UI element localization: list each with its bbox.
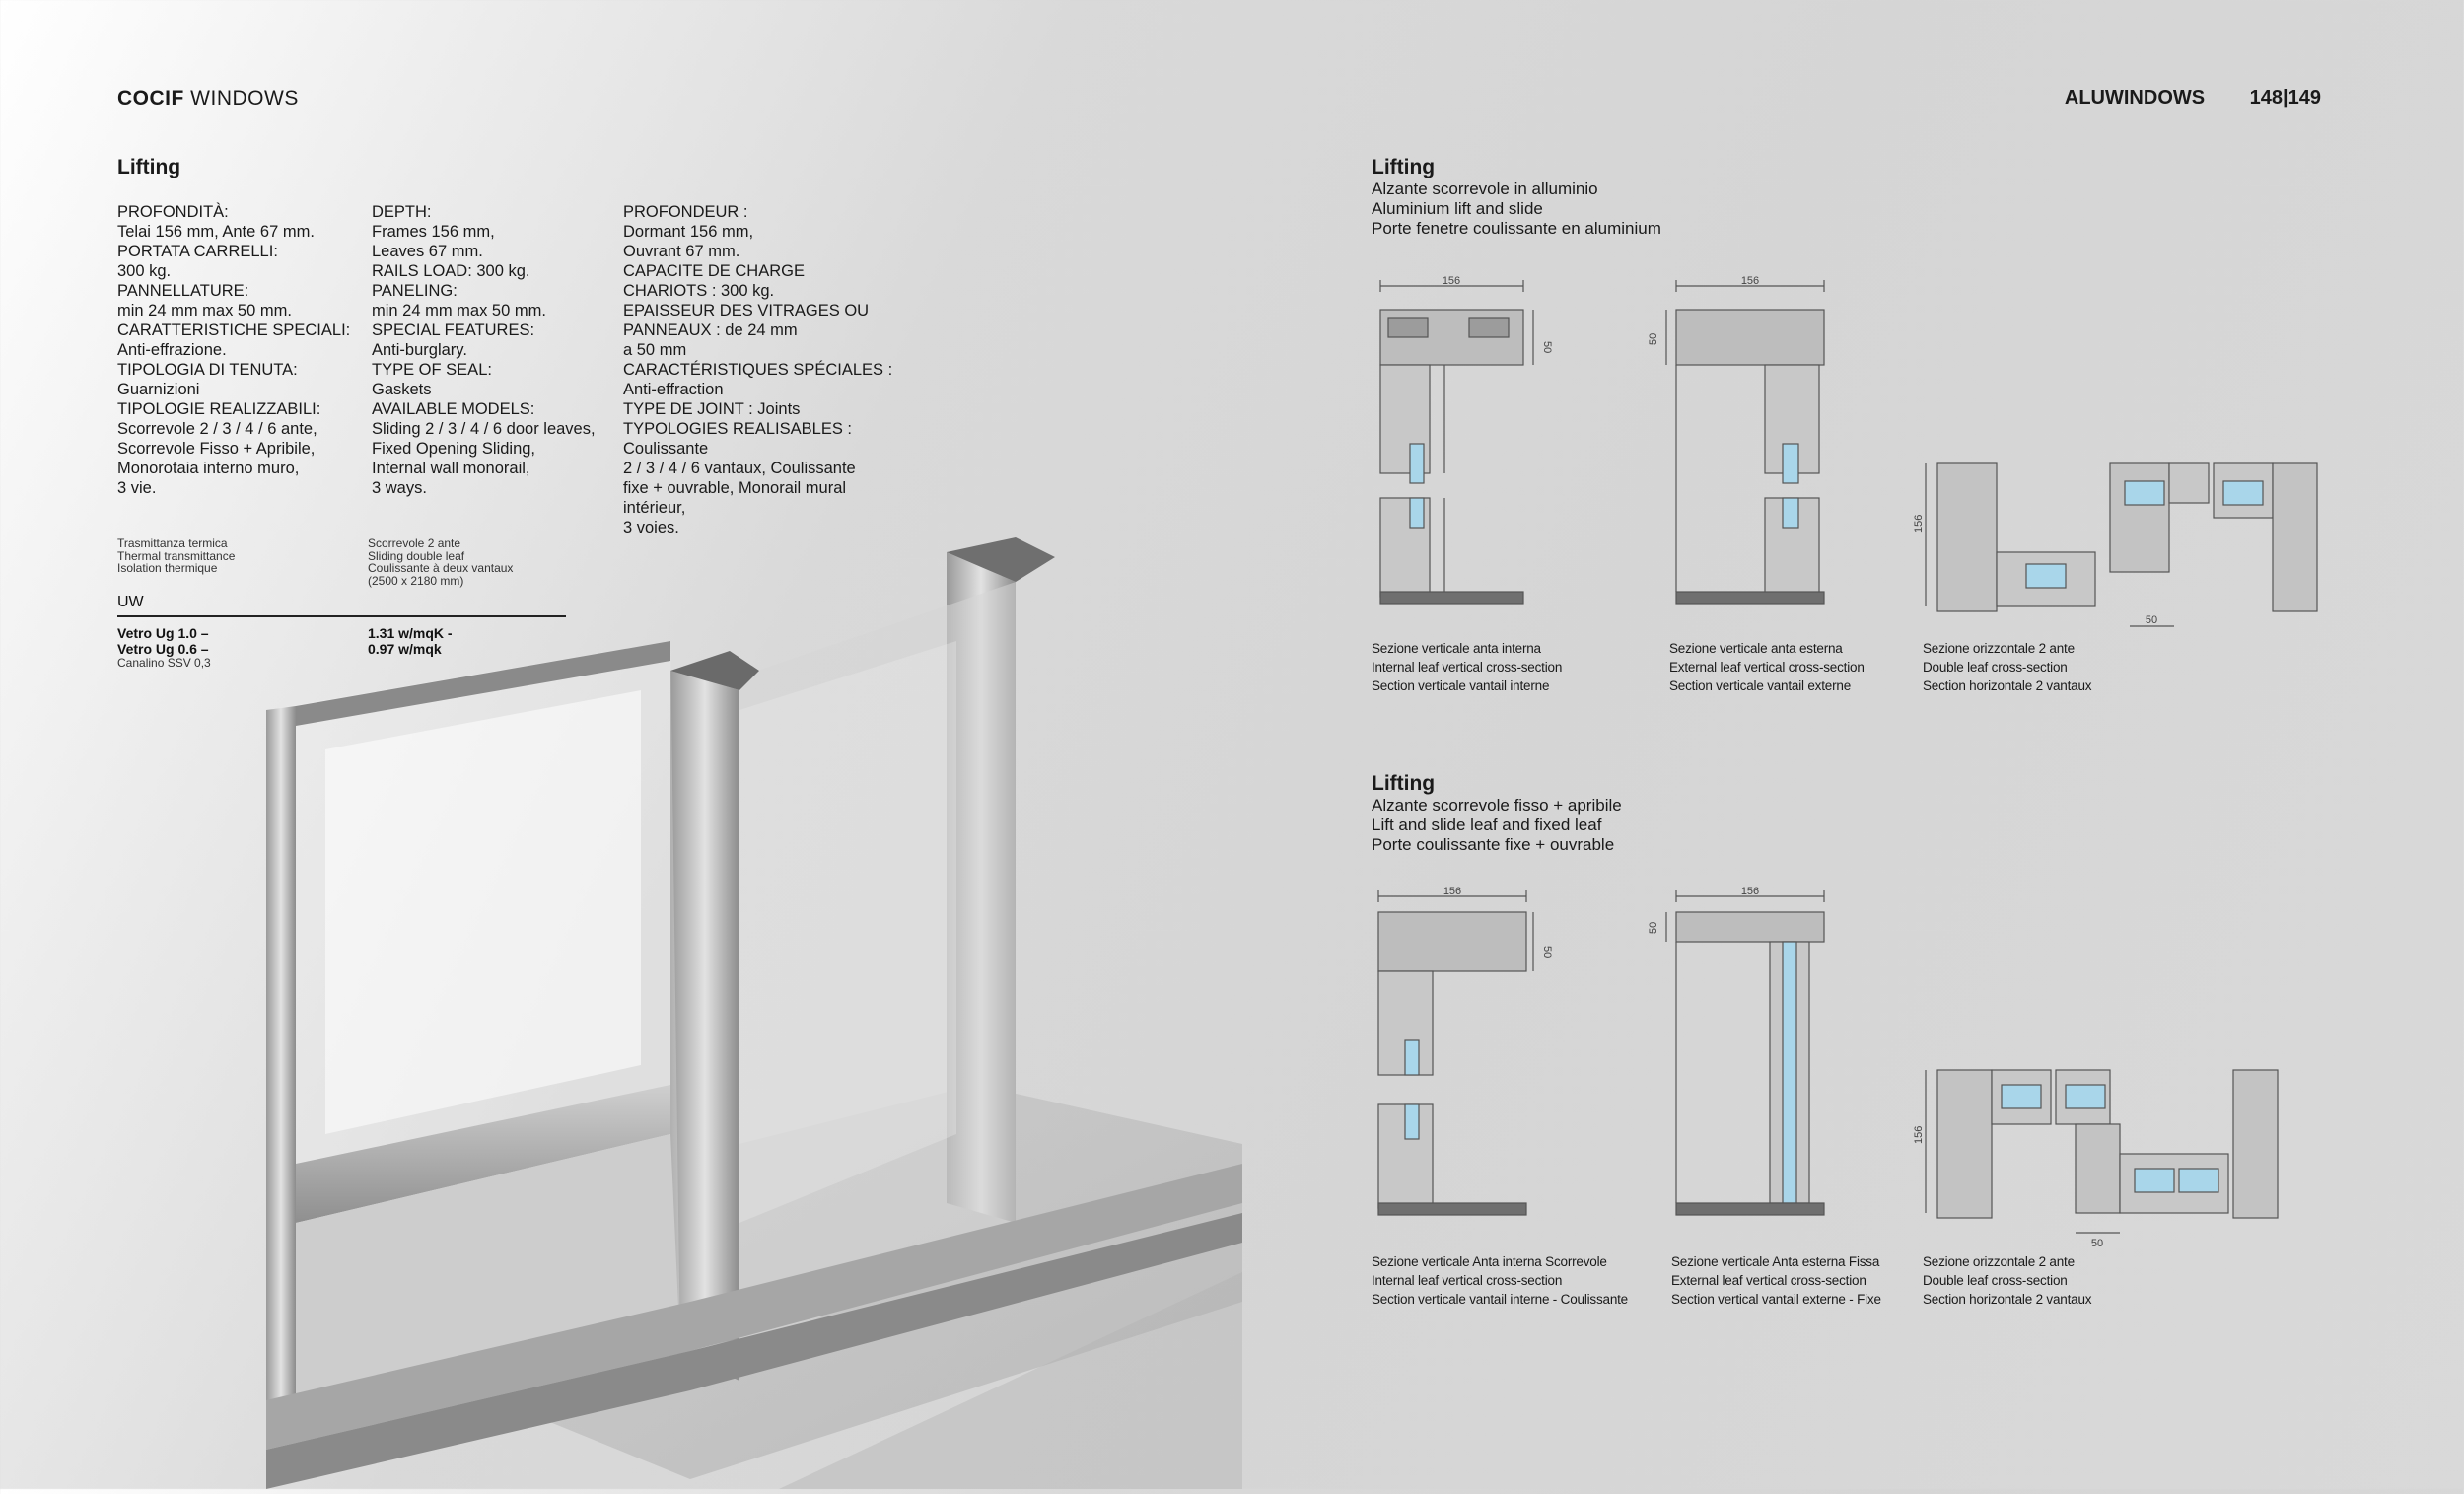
spec-line: Anti-burglary. (372, 341, 467, 359)
spec-line: Gaskets (372, 381, 432, 398)
spec-line: PANNELLATURE: (117, 282, 249, 300)
spec-line: Guarnizioni (117, 381, 200, 398)
svg-text:50: 50 (1541, 946, 1553, 959)
specs-french (623, 202, 892, 537)
spec-line: Ouvrant 67 mm. (623, 243, 740, 260)
spec-line: TIPOLOGIE REALIZZABILI: (117, 400, 321, 418)
svg-text:50: 50 (2145, 614, 2158, 626)
spec-line: Scorrevole Fisso + Apribile, (117, 440, 316, 458)
drawing-double-leaf-horizontal (1913, 454, 2381, 631)
spec-line: min 24 mm max 50 mm. (372, 302, 546, 320)
spec-line: Scorrevole 2 / 3 / 4 / 6 ante, (117, 420, 317, 438)
caption-internal-sliding: Sezione verticale Anta interna Scorrevole Internal leaf vertical cross-section Section verticale vantail interne - Coulissante (1372, 1254, 1628, 1307)
window-size: (2500 x 2180 mm) (368, 573, 464, 588)
spec-line: DEPTH: (372, 203, 432, 221)
caption-internal-leaf: Sezione verticale anta interna Internal leaf vertical cross-section Section verticale vantail interne (1372, 641, 1563, 693)
spec-line: Leaves 67 mm. (372, 243, 483, 260)
brand-logo (117, 87, 299, 110)
spec-line: PROFONDITÀ: (117, 203, 229, 221)
section-title: Lifting (1372, 156, 1436, 178)
spec-line: intérieur, (623, 499, 686, 517)
svg-text:50: 50 (1541, 341, 1553, 354)
section-lifting (1372, 156, 1661, 239)
glass-ug-2: Vetro Ug 0.6 – (117, 640, 209, 657)
uw-value-2: 0.97 w/mqk (368, 640, 442, 657)
drawing-external-leaf-vertical (1648, 275, 1844, 621)
page-numbers: 148|149 (2249, 87, 2321, 108)
spec-line: PROFONDEUR : (623, 203, 748, 221)
spec-line: PANNEAUX : de 24 mm (623, 321, 798, 339)
drawing-double-leaf-horizontal-2 (1913, 1065, 2332, 1252)
caption-external-fixed: Sezione verticale Anta esterna Fissa External leaf vertical cross-section Section vertical vantail externe - Fixe (1671, 1254, 1881, 1307)
drawing-internal-sliding-vertical (1371, 883, 1553, 1238)
spec-line: CARACTÉRISTIQUES SPÉCIALES : (623, 361, 893, 379)
product-title: Lifting (117, 156, 181, 178)
window-type-fr: Coulissante à deux vantaux (368, 561, 514, 575)
spec-line: Anti-effraction (623, 381, 724, 398)
section-subtitle-en: Aluminium lift and slide (1372, 199, 1543, 218)
drawing-internal-leaf-vertical (1371, 275, 1553, 621)
svg-text:156: 156 (1443, 886, 1462, 897)
section-subtitle-it: Alzante scorrevole in alluminio (1372, 179, 1598, 198)
spec-line: TYPE OF SEAL: (372, 361, 492, 379)
spec-line: Telai 156 mm, Ante 67 mm. (117, 223, 315, 241)
spec-line: Frames 156 mm, (372, 223, 495, 241)
caption-double-leaf: Sezione orizzontale 2 ante Double leaf cross-section Section horizontale 2 vantaux (1923, 641, 2092, 693)
spec-line: RAILS LOAD: 300 kg. (372, 262, 530, 280)
spec-line: 300 kg. (117, 262, 172, 280)
spec-line: 3 ways. (372, 479, 427, 497)
specs-english (372, 202, 596, 498)
spec-line: min 24 mm max 50 mm. (117, 302, 292, 320)
section-subtitle-fr: Porte coulissante fixe + ouvrable (1372, 835, 1615, 854)
uw-label: UW (117, 594, 144, 610)
spec-line: Sliding 2 / 3 / 4 / 6 door leaves, (372, 420, 596, 438)
spec-line: TYPE DE JOINT : Joints (623, 400, 801, 418)
section-subtitle-fr: Porte fenetre coulissante en aluminium (1372, 219, 1661, 238)
section-subtitle-it: Alzante scorrevole fisso + apribile (1372, 796, 1622, 815)
spec-line: SPECIAL FEATURES: (372, 321, 535, 339)
spec-line: fixe + ouvrable, Monorail mural (623, 479, 847, 497)
spec-line: PORTATA CARRELLI: (117, 243, 278, 260)
spec-line: EPAISSEUR DES VITRAGES OU (623, 302, 870, 320)
spec-line: TIPOLOGIA DI TENUTA: (117, 361, 298, 379)
specs-italian (117, 202, 350, 498)
section-lifting-fixed (1372, 772, 1622, 855)
svg-text:156: 156 (1740, 275, 1760, 287)
window-type-en: Sliding double leaf (368, 548, 465, 563)
window-type-it: Scorrevole 2 ante (368, 536, 461, 550)
svg-text:50: 50 (2090, 1238, 2104, 1249)
spec-line: PANELING: (372, 282, 458, 300)
spec-line: CARATTERISTICHE SPECIALI: (117, 321, 351, 339)
page-header-right (2065, 87, 2321, 109)
spec-line: AVAILABLE MODELS: (372, 400, 535, 418)
glass-ug-1: Vetro Ug 1.0 – (117, 624, 209, 641)
svg-text:50: 50 (1648, 921, 1659, 934)
spec-line: Dormant 156 mm, (623, 223, 754, 241)
svg-text:156: 156 (1740, 886, 1760, 897)
caption-double-leaf-2: Sezione orizzontale 2 ante Double leaf cross-section Section horizontale 2 vantaux (1923, 1254, 2092, 1307)
spec-line: Monorotaia interno muro, (117, 460, 300, 477)
spec-line: TYPOLOGIES REALISABLES : (623, 420, 853, 438)
drawing-external-fixed-vertical (1648, 883, 1844, 1238)
thermal-label-en: Thermal transmittance (117, 548, 236, 563)
spec-line: 3 vie. (117, 479, 157, 497)
brand-rest: WINDOWS (190, 87, 299, 109)
section-subtitle-en: Lift and slide leaf and fixed leaf (1372, 816, 1602, 834)
svg-text:50: 50 (1648, 332, 1659, 345)
catalog-name: ALUWINDOWS (2064, 87, 2206, 108)
spec-line: Fixed Opening Sliding, (372, 440, 536, 458)
spacer-note: Canalino SSV 0,3 (117, 655, 211, 670)
uw-value-1: 1.31 w/mqK - (368, 624, 453, 641)
spec-line: 2 / 3 / 4 / 6 vantaux, Coulissante (623, 460, 856, 477)
product-photo (266, 533, 1242, 1489)
spec-line: Coulissante (623, 440, 709, 458)
svg-text:156: 156 (1913, 1125, 1925, 1144)
spec-line: CHARIOTS : 300 kg. (623, 282, 775, 300)
spec-line: 3 voies. (623, 519, 679, 536)
thermal-label-fr: Isolation thermique (117, 561, 218, 575)
spec-line: Anti-effrazione. (117, 341, 227, 359)
spec-line: a 50 mm (623, 341, 687, 359)
section-title: Lifting (1372, 772, 1436, 795)
brand-bold: COCIF (117, 87, 184, 109)
svg-text:156: 156 (1913, 514, 1925, 533)
dim-156: 156 (1442, 275, 1461, 287)
caption-external-leaf: Sezione verticale anta esterna External leaf vertical cross-section Section verticale vantail externe (1669, 641, 1865, 693)
thermal-label-it: Trasmittanza termica (117, 536, 228, 550)
spec-line: Internal wall monorail, (372, 460, 530, 477)
spec-line: CAPACITE DE CHARGE (623, 262, 805, 280)
